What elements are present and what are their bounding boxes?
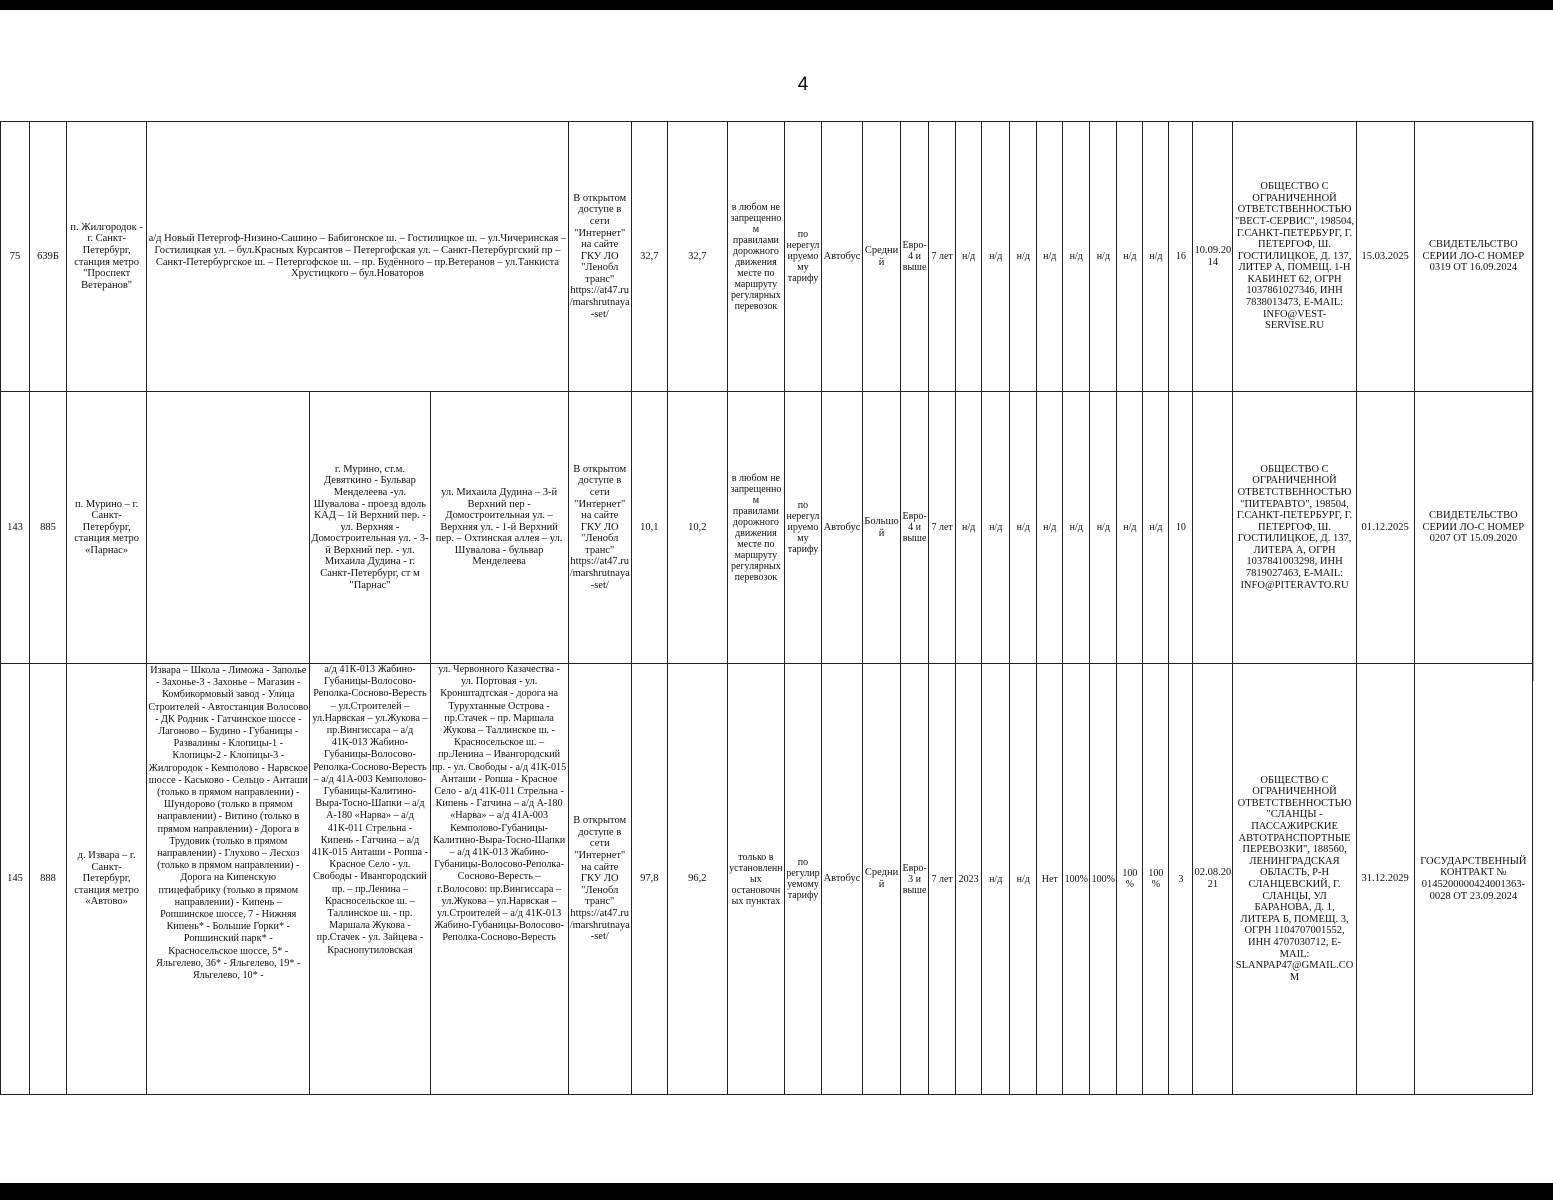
vehicle-class: Большой [863,392,901,664]
characteristic-5: н/д [1063,122,1090,392]
carrier-info: ОБЩЕСТВО С ОГРАНИЧЕННОЙ ОТВЕТСТВЕННОСТЬЮ "ВЕСТ-СЕРВИС", 198504, Г.САНКТ-ПЕТЕРБУРГ, Г. ПЕТЕРГОФ, Ш. ГОСТИЛИЦКОЕ, Д. 137, ЛИТЕР А, ПОМЕЩ. 1-Н КАБИНЕТ 62, ОГРН 1037861027346, ИНН 7838013473, E-MAIL: INFO@VEST-SERVISE.RU [1233,122,1356,392]
characteristic-7: н/д [1117,392,1143,664]
streets-backward: ул. Михаила Дудина – 3-й Верхний пер - Домостроительная ул. – Верхняя ул. - 1-й Верхний пер. – Охтинская аллея – ул. Шувалова - бульвар Менделеева [430,392,568,664]
route-name: п. Жилгородок - г. Санкт-Петербург, станция метро "Проспект Ветеранов" [67,122,147,392]
route-stops [147,392,310,664]
schedule-info: В открытом доступе в сети "Интернет" на сайте ГКУ ЛО "Ленобл транс" https://at47.ru/marshrutnaya-set/ [568,664,631,1095]
bottom-scan-border [0,1183,1553,1200]
row-number: 75 [1,122,30,392]
characteristic-4: н/д [1037,122,1063,392]
characteristic-6: н/д [1090,392,1117,664]
characteristic-5: н/д [1063,392,1090,664]
permit-document: СВИДЕТЕЛЬСТВО СЕРИИ ЛО-С НОМЕР 0319 ОТ 16.09.2024 [1414,122,1532,392]
vehicle-type: Автобус [821,392,862,664]
characteristic-2: н/д [982,392,1010,664]
length-forward: 97,8 [631,664,667,1095]
route-stops: Извара – Школа - Лиможа - Заполье - Захонье-3 - Захонье – Магазин - Комбикормовый завод - Улица Строителей - Автостанция Волосово - ДК Родник - Гатчинское шоссе - Лагоново – Будино - Губаницы - Развалины - Клопицы-1 - Клопицы-2 - Клопицы-3 - Жилгородок - Кемполово - Нарвское шоссе - Каськово - Сельцо - Анташи (только в прямом направлении) - Шундорово (только в прямом направлении) - Витино (только в прямом направлении) - Дорога в Трудовик (только в прямом направлении) - Глухово – Лесхоз (только в прямом направлении) - Дорога на Кипенскую птицефабрику (только в прямом направлении) - Кипень – Ропшинское шоссе, 7 - Нижняя Кипень* - Большие Горки* - Ропшинский парк* - Красносельское шоссе, 5* - Яльгелево, 36* - Яльгелево, 19* - Яльгелево, 10* - [147,664,310,1095]
schedule-info: В открытом доступе в сети "Интернет" на сайте ГКУ ЛО "Ленобл транс" https://at47.ru/marshrutnaya-set/ [568,392,631,664]
vehicles-count: 16 [1169,122,1193,392]
length-forward: 32,7 [631,122,667,392]
start-date [1193,392,1233,664]
schedule-info: В открытом доступе в сети "Интернет" на сайте ГКУ ЛО "Ленобл транс" https://at47.ru/marshrutnaya-set/ [568,122,631,392]
start-date: 10.09.2014 [1193,122,1233,392]
characteristic-5: 100% [1063,664,1090,1095]
characteristic-3: н/д [1010,122,1037,392]
row-number: 143 [1,392,30,664]
route-registry-table [0,121,1533,1095]
route-streets: а/д Новый Петергоф-Низино-Сашино – Бабигонское ш. – Гостилицкое ш. – ул.Чичеринская – Гостилицкая ул. – бул.Красных Курсантов – Петергофская ул. – Санкт-Петербургский пр – Санкт-Петербургское ш. – Петергофское ш. – пр. Будённого – пр.Ветеранов – ул.Танкиста Хрустицкого – бул.Новаторов [147,122,569,392]
characteristic-4: Нет [1037,664,1063,1095]
characteristic-1: н/д [956,392,982,664]
page-number: 4 [797,74,809,95]
characteristic-1: 2023 [956,664,982,1095]
characteristic-7: 100% [1117,664,1143,1095]
permit-document: ГОСУДАРСТВЕННЫЙ КОНТРАКТ № 0145200000424001363-0028 ОТ 23.09.2024 [1414,664,1532,1095]
boarding-order: в любом не запрещенном правилами дорожного движения месте по маршруту регулярных перевозок [727,392,784,664]
top-scan-border [0,0,1553,10]
characteristic-6: н/д [1090,122,1117,392]
characteristic-8: н/д [1143,122,1169,392]
characteristic-2: н/д [982,664,1010,1095]
route-number: 639Б [30,122,67,392]
row-number: 145 [1,664,30,1095]
vehicle-type: Автобус [821,664,862,1095]
tariff-type: по регулируемому тарифу [784,664,821,1095]
route-name: п. Мурино – г. Санкт-Петербург, станция метро «Парнас» [67,392,147,664]
max-age: 7 лет [929,664,956,1095]
route-name: д. Извара – г. Санкт-Петербург, станция метро «Автово» [67,664,147,1095]
max-age: 7 лет [929,392,956,664]
characteristic-4: н/д [1037,392,1063,664]
streets-backward: ул. Червонного Казачества - ул. Портовая - ул. Кронштадтская - дорога на Турухтанные Острова - пр.Стачек – пр. Маршала Жукова – Таллинское ш. - Красносельское ш. – пр.Ленина – Ивангородский пр. - ул. Свободы - а/д 41К-015 Анташи - Ропша - Красное Село - а/д 41К-011 Стрельна - Кипень - Гатчина – а/д А-180 «Нарва» – а/д 41А-003 Кемполово-Губаницы-Калитино-Выра-Тосно-Шапки – а/д 41К-013 Жабино-Губаницы-Волосово-Реполка-Сосново-Вересть – г.Волосово: пр.Вингиссара – ул.Жукова – ул.Нарвская – ул.Строителей – а/д 41К-013 Жабино-Губаницы-Волосово-Реполка-Сосново-Вересть [430,664,568,1095]
length-backward: 32,7 [667,122,727,392]
characteristic-2: н/д [982,122,1010,392]
max-age: 7 лет [929,122,956,392]
valid-until: 15.03.2025 [1356,122,1414,392]
eco-class: Евро-4 и выше [901,122,929,392]
vehicles-count: 3 [1169,664,1193,1095]
table-row [1,392,1533,664]
route-number: 888 [30,664,67,1095]
boarding-order: в любом не запрещенном правилами дорожного движения месте по маршруту регулярных перевозок [727,122,784,392]
start-date: 02.08.2021 [1193,664,1233,1095]
boarding-order: только в установленных остановочных пунктах [727,664,784,1095]
table-row [1,664,1533,1095]
characteristic-7: н/д [1117,122,1143,392]
characteristic-6: 100% [1090,664,1117,1095]
eco-class: Евро-3 и выше [901,664,929,1095]
characteristic-1: н/д [956,122,982,392]
eco-class: Евро-4 и выше [901,392,929,664]
length-backward: 10,2 [667,392,727,664]
vehicle-type: Автобус [821,122,862,392]
vehicles-count: 10 [1169,392,1193,664]
valid-until: 31.12.2029 [1356,664,1414,1095]
length-forward: 10,1 [631,392,667,664]
length-backward: 96,2 [667,664,727,1095]
vehicle-class: Средний [863,122,901,392]
permit-document: СВИДЕТЕЛЬСТВО СЕРИИ ЛО-С НОМЕР 0207 ОТ 15.09.2020 [1414,392,1532,664]
characteristic-8: 100% [1143,664,1169,1095]
characteristic-3: н/д [1010,392,1037,664]
tariff-type: по нерегулируемому тарифу [784,392,821,664]
characteristic-8: н/д [1143,392,1169,664]
streets-forward: г. Мурино, ст.м. Девяткино - Бульвар Менделеева -ул. Шувалова - проезд вдоль КАД – 1й Верхний пер. - ул. Верхняя - Домостроительная ул. - 3-й Верхний пер. - ул. Михаила Дудина - г. Санкт-Петербург, ст м "Парнас" [310,392,430,664]
route-number: 885 [30,392,67,664]
tariff-type: по нерегулируемому тарифу [784,122,821,392]
table-row [1,122,1533,392]
right-table-edge [1533,121,1534,681]
valid-until: 01.12.2025 [1356,392,1414,664]
carrier-info: ОБЩЕСТВО С ОГРАНИЧЕННОЙ ОТВЕТСТВЕННОСТЬЮ "ПИТЕРАВТО", 198504, Г.САНКТ-ПЕТЕРБУРГ, Г. ПЕТЕРГОФ, Ш. ГОСТИЛИЦКОЕ, Д. 137, ЛИТЕРА А, ОГРН 1037841003298, ИНН 7819027463, E-MAIL: INFO@PITERAVTO.RU [1233,392,1356,664]
vehicle-class: Средний [863,664,901,1095]
characteristic-3: н/д [1010,664,1037,1095]
streets-forward: а/д 41К-013 Жабино-Губаницы-Волосово-Реполка-Сосново-Вересть – ул.Строителей – ул.Нарвская – ул.Жукова – пр.Вингиссара – а/д 41К-013 Жабино-Губаницы-Волосово-Реполка-Сосново-Вересть – а/д 41А-003 Кемполово-Губаницы-Калитино-Выра-Тосно-Шапки – а/д А-180 «Нарва» – а/д 41К-011 Стрельна - Кипень - Гатчина – а/д 41К-015 Анташи - Ропша - Красное Село - ул. Свободы - Ивангородский пр. – пр.Ленина – Красносельское ш. – Таллинское ш. - пр. Маршала Жукова - пр.Стачек - ул. Зайцева - Краснопутиловская [310,664,430,1095]
carrier-info: ОБЩЕСТВО С ОГРАНИЧЕННОЙ ОТВЕТСТВЕННОСТЬЮ "СЛАНЦЫ - ПАССАЖИРСКИЕ АВТОТРАНСПОРТНЫЕ ПЕРЕВОЗКИ", 188560, ЛЕНИНГРАДСКАЯ ОБЛАСТЬ, Р-Н СЛАНЦЕВСКИЙ, Г. СЛАНЦЫ, УЛ БАРАНОВА, Д. 1, ЛИТЕРА Б, ПОМЕЩ. 3, ОГРН 1104707001552, ИНН 4707030712, E-MAIL: SLANPAP47@GMAIL.COM [1233,664,1356,1095]
